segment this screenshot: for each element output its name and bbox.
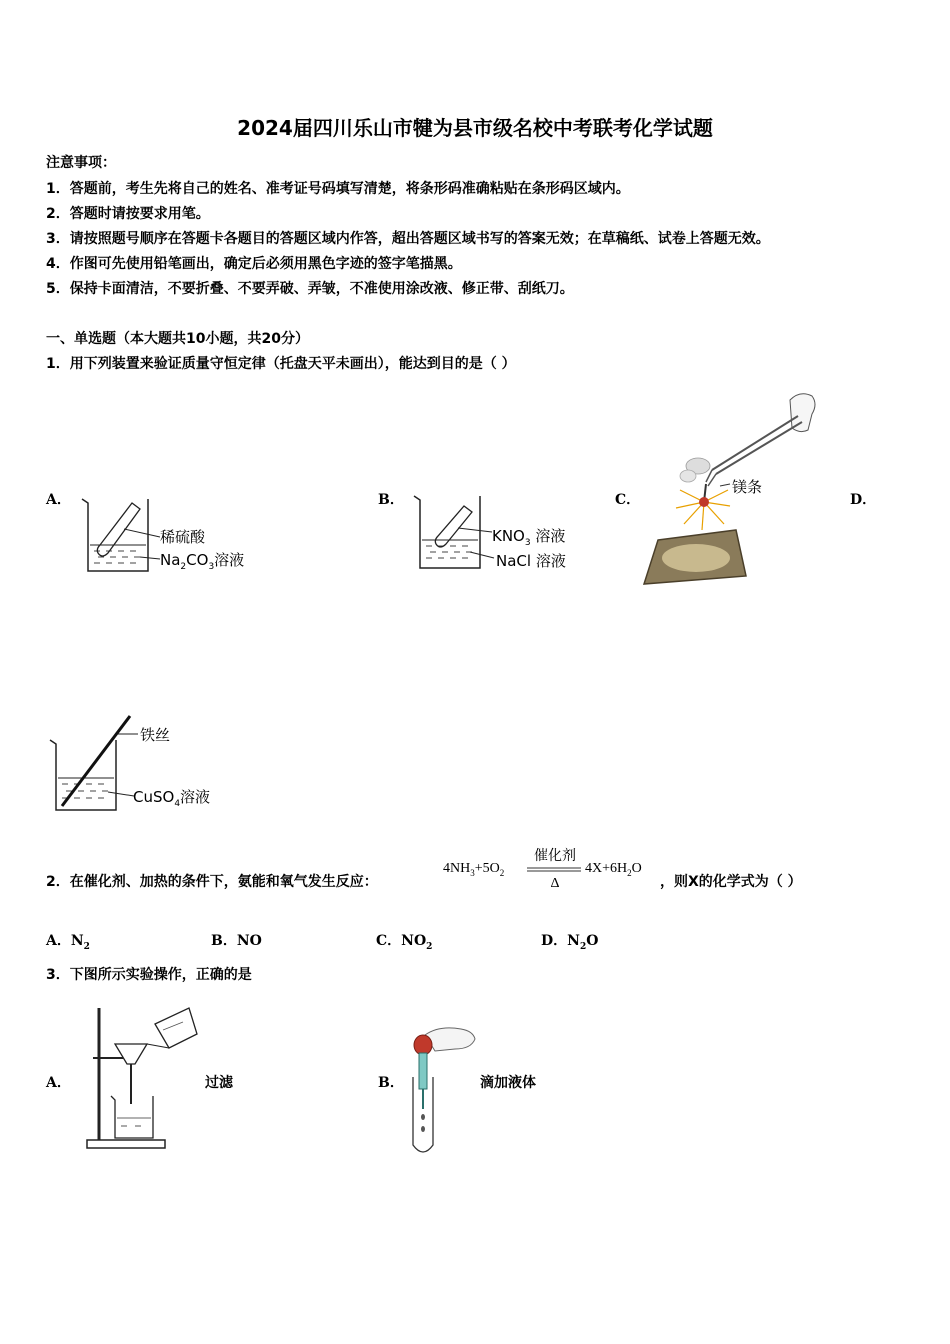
q2-equation-catalyst: 催化剂 [534,849,576,864]
q3-option-b-label: B． [378,1075,404,1091]
question-2-stem-post: ，则X的化学式为（ ） [660,874,802,890]
q1-option-a-label: A． [46,492,71,508]
q1-figure-a-label-solution: $Na_2CO_3$溶液 [160,551,245,572]
notice-item-1: 1．答题前，考生先将自己的姓名、准考证号码填写清楚，将条形码准确粘贴在条形码区域内。 [46,181,630,197]
q1-option-b-label: B． [378,492,404,508]
q2-option-c: C．$NO_2$ [376,933,433,952]
notice-item-5: 5．保持卡面清洁，不要折叠、不要弄破、弄皱，不准使用涂改液、修正带、刮纸刀。 [46,281,574,297]
question-2-stem-pre: 2．在催化剂、加热的条件下，氨能和氧气发生反应： [46,874,378,890]
q1-figure-c-label-magnesium: 镁条 [732,478,763,496]
q2-equation-heat: Δ [550,876,560,891]
q1-figure-b-label-nacl: NaCl 溶液 [496,552,566,570]
q2-equation-arrow [527,866,583,874]
page-title: 2024届四川乐山市犍为县市级名校中考联考化学试题 [237,116,713,140]
notice-item-2: 2．答题时请按要求用笔。 [46,206,210,222]
q2-option-d: D．$N_2O$ [541,933,599,952]
q2-equation-right: $4X+6H_2O$ [585,861,642,878]
q2-option-b: B．NO [211,933,262,949]
q3-figure-a-filtration [85,1000,205,1155]
q1-figure-d-label-cuso4: CuSO$_4$溶液 [133,788,211,809]
q3-option-b-caption: 滴加液体 [480,1075,536,1091]
question-1-stem: 1．用下列装置来验证质量守恒定律（托盘天平未画出），能达到目的是（ ） [46,356,516,372]
q1-figure-a-beaker [80,495,170,580]
notice-item-4: 4．作图可先使用铅笔画出，确定后必须用黑色字迹的签字笔描黑。 [46,256,462,272]
q1-figure-b-label-kno3: $KNO_3$ 溶液 [492,527,566,548]
question-3-stem: 3．下图所示实验操作，正确的是 [46,967,252,983]
q1-option-d-label: D． [850,492,877,508]
q3-option-a-caption: 过滤 [205,1075,233,1091]
q3-figure-b-dropper [405,1025,485,1160]
notice-heading: 注意事项： [46,155,116,171]
q2-option-a: A．$N_2$ [46,933,90,952]
q1-figure-b-beaker [412,492,502,577]
q1-figure-a-label-acid: 稀硫酸 [160,528,206,546]
q1-option-c-label: C． [615,492,641,508]
q2-equation-left: $4NH_3+5O_2$ [443,861,505,878]
q1-figure-d-label-iron-wire: 铁丝 [140,726,171,744]
q3-option-a-label: A． [46,1075,71,1091]
notice-item-3: 3．请按照题号顺序在答题卡各题目的答题区域内作答，超出答题区域书写的答案无效；在草稿纸、试卷上答题无效。 [46,231,770,247]
section-heading: 一、单选题（本大题共10小题，共20分） [46,331,309,347]
